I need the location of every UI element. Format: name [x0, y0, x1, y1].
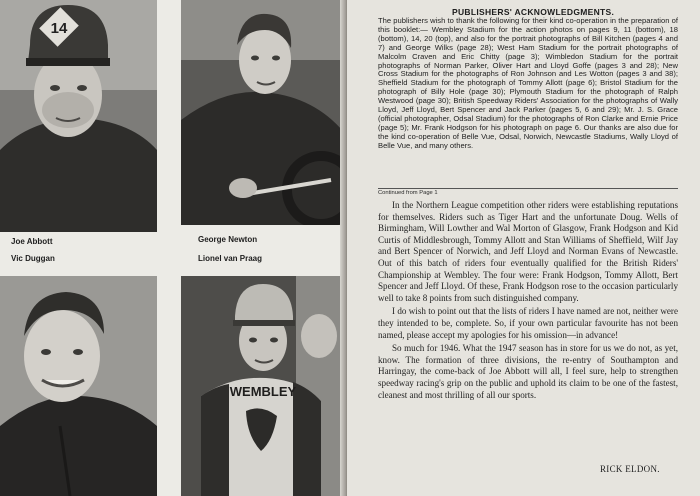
article-paragraph: I do wish to point out that the lists of riders I have named are not, neither were they intended to be, complete. So, if your own particular favourite has not been named, please accept my apologies for his omission—in advance!: [378, 306, 678, 340]
section-divider: [378, 188, 678, 189]
acknowledgments-text: The publishers wish to thank the following for their kind co-operation in the preparation of this booklet:— Wembley Stadium for the action photos on pages 9, 11 (bottom), 18 (bottom), 14, 20 (top), and also for the portrait photographs of Bill Kitchen (pages 4 and 7) and George Wilks (page 28); West Ham Stadium for the portrait photographs of Malcolm Craven and Eric Chitty (page 3); Wimbledon Stadium for the portrait photographs of Norman Parker, Oliver Hart and Lloyd Goffe (pages 3 and 28); New Cross Stadium for the photographs of Ron Johnson and Les Wotton (pages 3 and 38); Sheffield Stadium for the photograph of Tommy Allott (page 6); Bristol Stadium for the photograph of Billy Hole (page 30); Plymouth Stadium for the photograph of Ralph Westwood (page 30); British Speedway Riders' Association for the photographs of Wally Lloyd, Jeff Lloyd, Bert Spencer and Jack Parker (pages 5, 6 and 29); Mr. J. S. Grace (official photographer, Odsal Stadium) for the photographs of Ron Clarke and Ernie Price (page 5); Mr. Frank Hodgson for his photograph on page 6. Our thanks are also due for the kind co-operation of Belle Vue, Odsal, Norwich, Newcastle Stadiums, Wally Lloyd of Belle Vue, and many others.: [378, 16, 678, 150]
article-paragraph: In the Northern League competition other riders were establishing reputations for themselves. Riders such as Tiger Hart and the unfortunate Doug. Wells of Birmingham, Will Lowther and Wal Morton of Glasgow, Frank Hodgson and Kid Curtis of Middlesbrough, Tommy Allott and Stan Williams of Sheffield, Wilf Jay and Bert Spencer of Norwich, and Jeff Lloyd and Norman Evans of Newcastle. Out of this batch of riders four eventually qualified for the British Riders' Championship at Wembley. The four were: Frank Hodgson, Tommy Allott, Bert Spencer and Jeff Lloyd. Of these, Frank Hodgson rose to the occasion particularly well to take 8 points from such distinguished company.: [378, 200, 678, 303]
helmet-number: 14: [50, 20, 68, 37]
photo-vic-duggan: [0, 276, 157, 496]
author-signature: RICK ELDON.: [600, 464, 660, 474]
caption-lionel-van-praag: Lionel van Praag: [198, 253, 263, 263]
photo-george-newton: [181, 0, 342, 225]
caption-joe-abbott: Joe Abbott: [11, 237, 53, 246]
caption-george-newton: George Newton: [198, 235, 258, 244]
article-paragraph: So much for 1946. What the 1947 season has in store for us we do not, as yet, know. The formation of three divisions, the re-entry of Southampton and Harringay, the come-back of Joe Abbott will all, I feel sure, help to strengthen speedway racing's grip on the public and uphold its claim to be one of the fastest, cleanest and most thrilling of all our sports.: [378, 343, 678, 400]
photo-lionel-van-praag: [181, 276, 342, 496]
caption-left: [11, 237, 55, 263]
caption-vic-duggan: Vic Duggan: [11, 253, 55, 263]
article-text: [378, 200, 678, 403]
left-page: [0, 0, 347, 496]
show-through-text: [210, 248, 331, 272]
jersey-wembley-text: WEMBLEY: [229, 384, 297, 399]
acknowledgments-heading: PUBLISHERS' ACKNOWLEDGMENTS.: [452, 7, 615, 17]
continued-label: Continued from Page 1: [378, 190, 438, 196]
photo-joe-abbott: [0, 0, 157, 232]
